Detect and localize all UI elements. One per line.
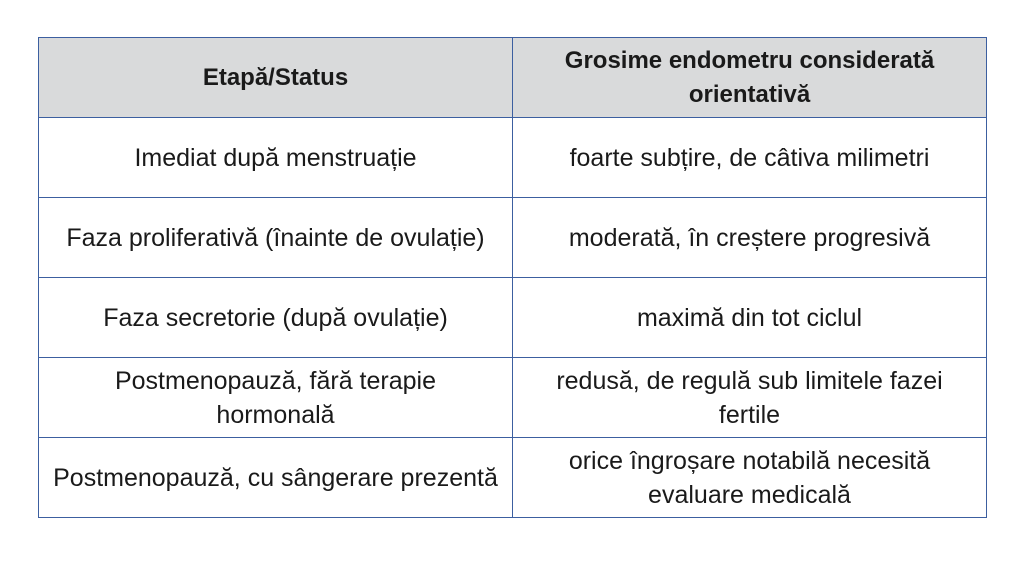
table-row — [39, 118, 987, 198]
stage-cell: Postmenopauză, fără terapie hormonală — [39, 358, 513, 438]
header-stage-status: Etapă/Status — [39, 38, 513, 118]
stage-cell: Faza secretorie (după ovulație) — [39, 278, 513, 358]
stage-cell: Postmenopauză, cu sângerare prezentă — [39, 438, 513, 518]
table-header-row — [39, 38, 987, 118]
endometrium-table-container — [38, 37, 986, 518]
table-row — [39, 278, 987, 358]
stage-cell: Faza proliferativă (înainte de ovulație) — [39, 198, 513, 278]
thickness-cell: redusă, de regulă sub limitele fazei fertile — [513, 358, 987, 438]
endometrium-thickness-table — [38, 37, 987, 518]
thickness-cell: foarte subțire, de câtiva milimetri — [513, 118, 987, 198]
table-row — [39, 358, 987, 438]
table-row — [39, 438, 987, 518]
stage-cell: Imediat după menstruație — [39, 118, 513, 198]
thickness-cell: moderată, în creștere progresivă — [513, 198, 987, 278]
header-endometrium-thickness: Grosime endometru considerată orientativă — [513, 38, 987, 118]
table-row — [39, 198, 987, 278]
thickness-cell: maximă din tot ciclul — [513, 278, 987, 358]
thickness-cell: orice îngroșare notabilă necesită evaluare medicală — [513, 438, 987, 518]
